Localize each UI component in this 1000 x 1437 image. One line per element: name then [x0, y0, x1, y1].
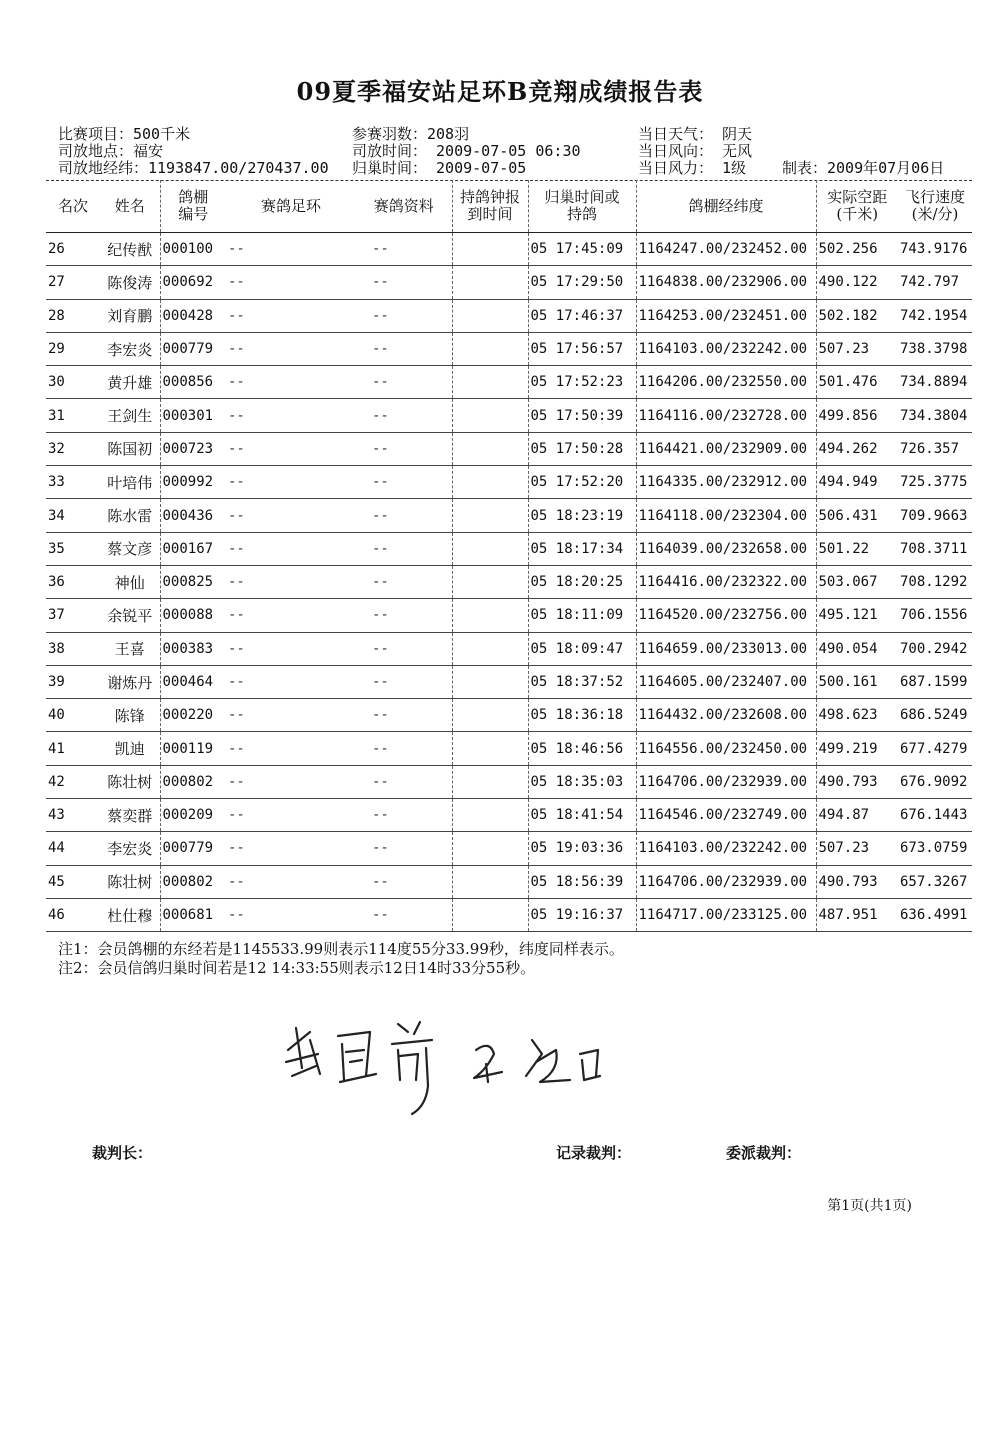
cell-coords: 1164118.00/232304.00	[636, 499, 816, 532]
wind-force: 当日风力： 1级	[638, 159, 747, 177]
cell-distance: 490.054	[816, 632, 898, 665]
table-row	[46, 665, 972, 698]
cell-coords: 1164416.00/232322.00	[636, 565, 816, 598]
cell-clock	[452, 765, 528, 798]
cell-arrive: 05 18:09:47	[528, 632, 636, 665]
cell-distance: 506.431	[816, 499, 898, 532]
cell-speed: 708.1292	[898, 565, 972, 598]
table-row	[46, 699, 972, 732]
cell-distance: 490.122	[816, 266, 898, 299]
cell-name: 陈壮树	[100, 865, 160, 898]
cell-distance: 495.121	[816, 599, 898, 632]
table-row	[46, 466, 972, 499]
header-row	[46, 180, 972, 233]
release-location: 司放地点：福安	[58, 142, 164, 160]
cell-info: --	[356, 732, 452, 765]
cell-name: 余锐平	[100, 599, 160, 632]
results-body	[46, 233, 972, 932]
cell-distance: 494.949	[816, 466, 898, 499]
cell-loft-id: 000692	[160, 266, 226, 299]
cell-info: --	[356, 865, 452, 898]
cell-loft-id: 000436	[160, 499, 226, 532]
table-row	[46, 332, 972, 365]
cell-clock	[452, 233, 528, 266]
cell-ring: --	[226, 233, 356, 266]
table-row	[46, 299, 972, 332]
cell-loft-id: 000802	[160, 865, 226, 898]
cell-rank: 26	[46, 233, 100, 266]
cell-speed: 686.5249	[898, 699, 972, 732]
cell-ring: --	[226, 399, 356, 432]
cell-ring: --	[226, 898, 356, 931]
table-row	[46, 266, 972, 299]
cell-clock	[452, 599, 528, 632]
table-row	[46, 732, 972, 765]
header-info: 赛鸽资料	[356, 180, 452, 233]
cell-rank: 34	[46, 499, 100, 532]
cell-clock	[452, 732, 528, 765]
cell-ring: --	[226, 865, 356, 898]
recording-referee: 记录裁判：	[556, 1144, 632, 1162]
cell-speed: 734.8894	[898, 366, 972, 399]
note-2: 注2：会员信鸽归巢时间若是12 14:33:55则表示12日14时33分55秒。	[58, 959, 536, 977]
info-column-1	[58, 126, 329, 177]
table-row	[46, 532, 972, 565]
cell-arrive: 05 18:11:09	[528, 599, 636, 632]
cell-clock	[452, 565, 528, 598]
table-row	[46, 799, 972, 832]
cell-coords: 1164206.00/232550.00	[636, 366, 816, 399]
cell-speed: 743.9176	[898, 233, 972, 266]
cell-arrive: 05 17:29:50	[528, 266, 636, 299]
table-row	[46, 599, 972, 632]
cell-name: 陈壮树	[100, 765, 160, 798]
table-row	[46, 865, 972, 898]
results-table-wrap	[46, 180, 972, 932]
cell-coords: 1164421.00/232909.00	[636, 432, 816, 465]
cell-distance: 494.262	[816, 432, 898, 465]
cell-info: --	[356, 399, 452, 432]
notes	[58, 940, 624, 978]
table-row	[46, 632, 972, 665]
info-column-2	[352, 126, 581, 177]
cell-speed: 687.1599	[898, 665, 972, 698]
cell-info: --	[356, 299, 452, 332]
header-coords: 鸽棚经纬度	[636, 180, 816, 233]
cell-loft-id: 000220	[160, 699, 226, 732]
cell-clock	[452, 799, 528, 832]
cell-distance: 507.23	[816, 832, 898, 865]
table-row	[46, 233, 972, 266]
return-time: 归巢时间： 2009-07-05	[352, 159, 527, 177]
cell-loft-id: 000723	[160, 432, 226, 465]
cell-loft-id: 000825	[160, 565, 226, 598]
cell-coords: 1164605.00/232407.00	[636, 665, 816, 698]
cell-coords: 1164039.00/232658.00	[636, 532, 816, 565]
cell-speed: 676.1443	[898, 799, 972, 832]
cell-coords: 1164520.00/232756.00	[636, 599, 816, 632]
cell-arrive: 05 17:50:39	[528, 399, 636, 432]
cell-arrive: 05 18:46:56	[528, 732, 636, 765]
cell-loft-id: 000681	[160, 898, 226, 931]
cell-ring: --	[226, 366, 356, 399]
cell-name: 陈国初	[100, 432, 160, 465]
cell-ring: --	[226, 466, 356, 499]
cell-rank: 38	[46, 632, 100, 665]
cell-rank: 27	[46, 266, 100, 299]
cell-loft-id: 000856	[160, 366, 226, 399]
cell-info: --	[356, 366, 452, 399]
cell-coords: 1164253.00/232451.00	[636, 299, 816, 332]
table-row	[46, 898, 972, 931]
cell-rank: 40	[46, 699, 100, 732]
table-row	[46, 765, 972, 798]
cell-speed: 677.4279	[898, 732, 972, 765]
cell-coords: 1164556.00/232450.00	[636, 732, 816, 765]
info-column-3	[638, 126, 752, 177]
cell-speed: 742.1954	[898, 299, 972, 332]
cell-name: 陈俊涛	[100, 266, 160, 299]
cell-distance: 501.476	[816, 366, 898, 399]
cell-ring: --	[226, 799, 356, 832]
cell-coords: 1164706.00/232939.00	[636, 865, 816, 898]
cell-speed: 636.4991	[898, 898, 972, 931]
cell-arrive: 05 18:56:39	[528, 865, 636, 898]
cell-clock	[452, 432, 528, 465]
cell-info: --	[356, 466, 452, 499]
cell-loft-id: 000383	[160, 632, 226, 665]
header-ring: 赛鸽足环	[226, 180, 356, 233]
cell-distance: 502.256	[816, 233, 898, 266]
wind-direction: 当日风向： 无风	[638, 142, 753, 160]
cell-coords: 1164546.00/232749.00	[636, 799, 816, 832]
cell-arrive: 05 17:46:37	[528, 299, 636, 332]
cell-coords: 1164247.00/232452.00	[636, 233, 816, 266]
cell-clock	[452, 865, 528, 898]
cell-clock	[452, 499, 528, 532]
table-row	[46, 565, 972, 598]
header-name: 姓名	[100, 180, 160, 233]
cell-clock	[452, 332, 528, 365]
cell-coords: 1164717.00/233125.00	[636, 898, 816, 931]
cell-name: 杜仕穆	[100, 898, 160, 931]
cell-speed: 726.357	[898, 432, 972, 465]
cell-info: --	[356, 665, 452, 698]
table-row	[46, 499, 972, 532]
cell-loft-id: 000167	[160, 532, 226, 565]
cell-loft-id: 000428	[160, 299, 226, 332]
assigned-referee: 委派裁判：	[726, 1144, 802, 1162]
cell-rank: 39	[46, 665, 100, 698]
cell-ring: --	[226, 532, 356, 565]
cell-ring: --	[226, 832, 356, 865]
cell-info: --	[356, 532, 452, 565]
cell-info: --	[356, 898, 452, 931]
cell-rank: 42	[46, 765, 100, 798]
cell-rank: 37	[46, 599, 100, 632]
cell-speed: 673.0759	[898, 832, 972, 865]
cell-info: --	[356, 266, 452, 299]
cell-distance: 487.951	[816, 898, 898, 931]
cell-arrive: 05 17:52:23	[528, 366, 636, 399]
cell-clock	[452, 299, 528, 332]
cell-coords: 1164103.00/232242.00	[636, 332, 816, 365]
cell-arrive: 05 18:17:34	[528, 532, 636, 565]
cell-ring: --	[226, 565, 356, 598]
cell-loft-id: 000100	[160, 233, 226, 266]
header-speed: 飞行速度(米/分)	[898, 180, 972, 233]
cell-distance: 500.161	[816, 665, 898, 698]
cell-name: 李宏炎	[100, 832, 160, 865]
cell-rank: 44	[46, 832, 100, 865]
cell-coords: 1164706.00/232939.00	[636, 765, 816, 798]
cell-info: --	[356, 832, 452, 865]
cell-rank: 30	[46, 366, 100, 399]
cell-name: 陈锋	[100, 699, 160, 732]
cell-arrive: 05 17:56:57	[528, 332, 636, 365]
cell-coords: 1164659.00/233013.00	[636, 632, 816, 665]
cell-speed: 709.9663	[898, 499, 972, 532]
cell-speed: 725.3775	[898, 466, 972, 499]
cell-coords: 1164838.00/232906.00	[636, 266, 816, 299]
cell-clock	[452, 466, 528, 499]
cell-distance: 499.219	[816, 732, 898, 765]
cell-rank: 45	[46, 865, 100, 898]
cell-distance: 502.182	[816, 299, 898, 332]
cell-rank: 33	[46, 466, 100, 499]
cell-info: --	[356, 499, 452, 532]
release-coordinates: 司放地经纬：1193847.00/270437.00	[58, 159, 329, 177]
handwritten-signature	[280, 1010, 640, 1120]
cell-name: 蔡文彦	[100, 532, 160, 565]
cell-speed: 657.3267	[898, 865, 972, 898]
chief-referee: 裁判长：	[92, 1144, 153, 1162]
cell-rank: 46	[46, 898, 100, 931]
cell-speed: 742.797	[898, 266, 972, 299]
cell-coords: 1164116.00/232728.00	[636, 399, 816, 432]
cell-name: 谢炼丹	[100, 665, 160, 698]
cell-speed: 734.3804	[898, 399, 972, 432]
cell-info: --	[356, 765, 452, 798]
cell-arrive: 05 18:41:54	[528, 799, 636, 832]
table-row	[46, 366, 972, 399]
cell-name: 李宏炎	[100, 332, 160, 365]
table-date: 制表：2009年07月06日	[782, 159, 945, 177]
cell-name: 纪传猷	[100, 233, 160, 266]
cell-rank: 32	[46, 432, 100, 465]
table-row	[46, 432, 972, 465]
cell-info: --	[356, 632, 452, 665]
cell-coords: 1164432.00/232608.00	[636, 699, 816, 732]
cell-speed: 738.3798	[898, 332, 972, 365]
cell-speed: 706.1556	[898, 599, 972, 632]
cell-name: 黄升雄	[100, 366, 160, 399]
cell-arrive: 05 17:50:28	[528, 432, 636, 465]
cell-info: --	[356, 799, 452, 832]
cell-clock	[452, 266, 528, 299]
cell-name: 凯迪	[100, 732, 160, 765]
cell-distance: 507.23	[816, 332, 898, 365]
header-distance: 实际空距(千米)	[816, 180, 898, 233]
cell-distance: 490.793	[816, 865, 898, 898]
cell-ring: --	[226, 299, 356, 332]
cell-loft-id: 000119	[160, 732, 226, 765]
cell-name: 蔡奕群	[100, 799, 160, 832]
cell-ring: --	[226, 765, 356, 798]
cell-rank: 31	[46, 399, 100, 432]
cell-ring: --	[226, 499, 356, 532]
release-time: 司放时间： 2009-07-05 06:30	[352, 142, 581, 160]
cell-clock	[452, 898, 528, 931]
cell-rank: 36	[46, 565, 100, 598]
header-arrive: 归巢时间或持鸽	[528, 180, 636, 233]
table-row	[46, 832, 972, 865]
cell-loft-id: 000779	[160, 332, 226, 365]
cell-coords: 1164335.00/232912.00	[636, 466, 816, 499]
cell-name: 刘育鹏	[100, 299, 160, 332]
cell-name: 陈水雷	[100, 499, 160, 532]
cell-arrive: 05 18:23:19	[528, 499, 636, 532]
header-clock: 持鸽钟报到时间	[452, 180, 528, 233]
cell-name: 王剑生	[100, 399, 160, 432]
cell-ring: --	[226, 699, 356, 732]
cell-ring: --	[226, 432, 356, 465]
cell-info: --	[356, 565, 452, 598]
cell-arrive: 05 18:20:25	[528, 565, 636, 598]
cell-distance: 494.87	[816, 799, 898, 832]
race-item: 比赛项目：500千米	[58, 125, 191, 143]
cell-arrive: 05 18:37:52	[528, 665, 636, 698]
cell-arrive: 05 17:45:09	[528, 233, 636, 266]
cell-arrive: 05 18:36:18	[528, 699, 636, 732]
table-row	[46, 399, 972, 432]
cell-loft-id: 000088	[160, 599, 226, 632]
cell-speed: 708.3711	[898, 532, 972, 565]
header-rank: 名次	[46, 180, 100, 233]
cell-coords: 1164103.00/232242.00	[636, 832, 816, 865]
cell-rank: 29	[46, 332, 100, 365]
cell-rank: 28	[46, 299, 100, 332]
cell-loft-id: 000992	[160, 466, 226, 499]
cell-ring: --	[226, 266, 356, 299]
cell-rank: 35	[46, 532, 100, 565]
note-1: 注1：会员鸽棚的东经若是1145533.99则表示114度55分33.99秒，纬度同样表示。	[58, 940, 624, 958]
cell-arrive: 05 18:35:03	[528, 765, 636, 798]
cell-ring: --	[226, 632, 356, 665]
header-loft-id: 鸽棚编号	[160, 180, 226, 233]
cell-clock	[452, 366, 528, 399]
cell-rank: 43	[46, 799, 100, 832]
page-number: 第1页(共1页)	[827, 1198, 912, 1214]
cell-clock	[452, 632, 528, 665]
weather: 当日天气： 阴天	[638, 125, 753, 143]
cell-speed: 700.2942	[898, 632, 972, 665]
cell-info: --	[356, 332, 452, 365]
report-title: 09夏季福安站足环B竞翔成绩报告表	[296, 77, 704, 106]
cell-clock	[452, 699, 528, 732]
cell-distance: 499.856	[816, 399, 898, 432]
cell-distance: 498.623	[816, 699, 898, 732]
cell-speed: 676.9092	[898, 765, 972, 798]
cell-arrive: 05 17:52:20	[528, 466, 636, 499]
cell-loft-id: 000464	[160, 665, 226, 698]
cell-clock	[452, 532, 528, 565]
cell-arrive: 05 19:16:37	[528, 898, 636, 931]
cell-distance: 490.793	[816, 765, 898, 798]
cell-name: 叶培伟	[100, 466, 160, 499]
cell-loft-id: 000779	[160, 832, 226, 865]
cell-clock	[452, 399, 528, 432]
cell-ring: --	[226, 732, 356, 765]
cell-loft-id: 000301	[160, 399, 226, 432]
results-table	[46, 180, 972, 932]
cell-ring: --	[226, 665, 356, 698]
cell-loft-id: 000802	[160, 765, 226, 798]
cell-arrive: 05 19:03:36	[528, 832, 636, 865]
cell-info: --	[356, 432, 452, 465]
cell-name: 王喜	[100, 632, 160, 665]
cell-info: --	[356, 699, 452, 732]
cell-clock	[452, 665, 528, 698]
entry-count: 参赛羽数：208羽	[352, 125, 470, 143]
cell-ring: --	[226, 599, 356, 632]
cell-distance: 501.22	[816, 532, 898, 565]
cell-loft-id: 000209	[160, 799, 226, 832]
cell-info: --	[356, 233, 452, 266]
cell-info: --	[356, 599, 452, 632]
cell-name: 神仙	[100, 565, 160, 598]
cell-clock	[452, 832, 528, 865]
cell-ring: --	[226, 332, 356, 365]
cell-rank: 41	[46, 732, 100, 765]
cell-distance: 503.067	[816, 565, 898, 598]
